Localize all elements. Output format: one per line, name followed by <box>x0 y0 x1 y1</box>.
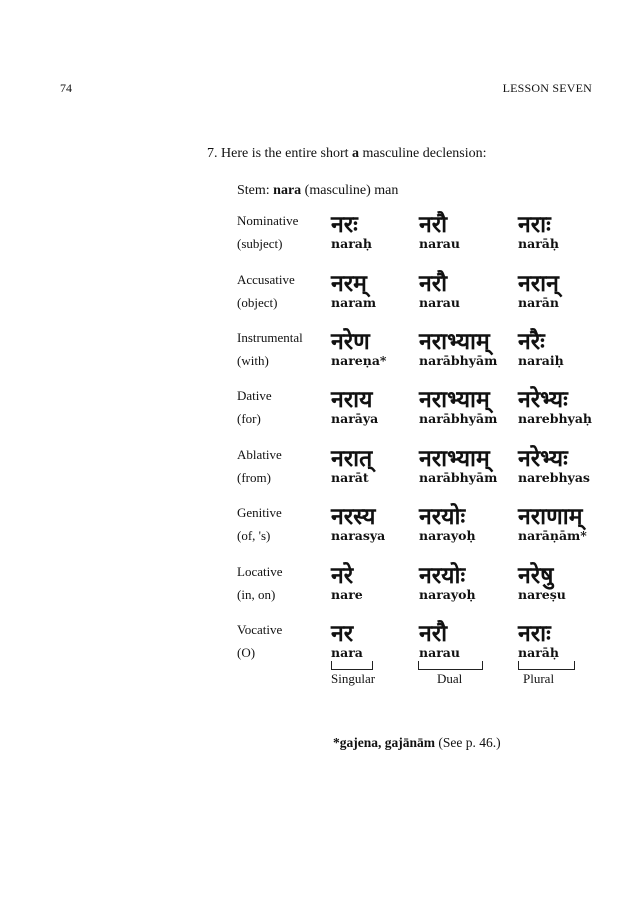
case-gloss: (for) <box>237 411 261 426</box>
devanagari-form: नरेण <box>331 329 370 355</box>
intro-prefix: 7. Here is the entire short <box>207 146 353 161</box>
devanagari-form: नराभ्याम् <box>419 387 490 413</box>
devanagari-form: नरौ <box>419 271 448 297</box>
case-name: Genitive <box>237 505 282 520</box>
transliteration: narābhyām <box>419 411 498 426</box>
section-intro <box>207 146 487 162</box>
devanagari-form: नरेभ्यः <box>518 387 568 413</box>
devanagari-form: नरौ <box>419 621 448 647</box>
case-row <box>0 388 638 444</box>
case-name: Nominative <box>237 213 299 228</box>
case-name: Dative <box>237 388 272 403</box>
transliteration: nare <box>331 587 363 602</box>
stem-rest: (masculine) man <box>301 183 399 198</box>
devanagari-form: नराभ्याम् <box>419 329 490 355</box>
case-row <box>0 272 638 328</box>
footnote-rest: (See p. 46.) <box>435 735 501 750</box>
devanagari-form: नरेभ्यः <box>518 446 568 472</box>
running-head: LESSON SEVEN <box>502 81 592 95</box>
case-gloss: (subject) <box>237 236 283 251</box>
intro-bold-a: a <box>352 146 360 161</box>
case-row <box>0 213 638 269</box>
devanagari-form: नरम् <box>331 271 367 297</box>
stem-line <box>237 183 398 199</box>
case-row <box>0 564 638 620</box>
devanagari-form: नरात् <box>331 446 373 472</box>
transliteration: narābhyām <box>419 470 498 485</box>
plural-bracket <box>518 661 575 670</box>
singular-bracket <box>331 661 373 670</box>
case-name: Ablative <box>237 447 282 462</box>
case-gloss: (of, 's) <box>237 528 271 543</box>
transliteration: narāḥ <box>518 645 559 660</box>
devanagari-form: नराः <box>518 621 551 647</box>
devanagari-form: नरेषु <box>518 563 554 589</box>
transliteration: narābhyām <box>419 353 498 368</box>
transliteration: nareṇa* <box>331 353 387 368</box>
case-name: Vocative <box>237 622 283 637</box>
devanagari-form: नराणाम् <box>518 504 583 530</box>
devanagari-form: नरस्य <box>331 504 376 530</box>
page-number: 74 <box>60 81 72 95</box>
stem-word: nara <box>273 183 302 198</box>
transliteration: narāt <box>331 470 369 485</box>
case-name: Accusative <box>237 272 295 287</box>
transliteration: narayoḥ <box>419 587 476 602</box>
stem-label: Stem: <box>237 183 274 198</box>
devanagari-form: नरौ <box>419 212 448 238</box>
devanagari-form: नरान् <box>518 271 559 297</box>
label-singular: Singular <box>331 671 376 686</box>
transliteration: nareṣu <box>518 587 566 602</box>
case-name: Instrumental <box>237 330 303 345</box>
transliteration: narāya <box>331 411 379 426</box>
transliteration: narāṇām* <box>518 528 587 543</box>
transliteration: narayoḥ <box>419 528 476 543</box>
footnote <box>333 735 501 751</box>
label-dual: Dual <box>437 671 463 686</box>
devanagari-form: नर <box>331 621 354 647</box>
devanagari-form: नरयोः <box>419 563 466 589</box>
transliteration: naraiḥ <box>518 353 564 368</box>
transliteration: narān <box>518 295 559 310</box>
devanagari-form: नरयोः <box>419 504 466 530</box>
case-gloss: (from) <box>237 470 271 485</box>
transliteration: nara <box>331 645 363 660</box>
case-gloss: (O) <box>237 645 256 660</box>
devanagari-form: नराः <box>518 212 551 238</box>
transliteration: narebhyas <box>518 470 590 485</box>
devanagari-form: नरे <box>331 563 354 589</box>
footnote-bold: *gajena, gajānām <box>333 735 435 750</box>
intro-suffix: masculine declension: <box>359 146 487 161</box>
devanagari-form: नराय <box>331 387 373 413</box>
case-gloss: (in, on) <box>237 587 276 602</box>
case-gloss: (object) <box>237 295 278 310</box>
transliteration: narāḥ <box>518 236 559 251</box>
case-row <box>0 330 638 386</box>
case-row <box>0 505 638 561</box>
case-name: Locative <box>237 564 283 579</box>
transliteration: narau <box>419 236 460 251</box>
devanagari-form: नरः <box>331 212 358 238</box>
label-plural: Plural <box>523 671 555 686</box>
transliteration: narau <box>419 295 460 310</box>
dual-bracket <box>418 661 483 670</box>
transliteration: naram <box>331 295 377 310</box>
transliteration: narebhyaḥ <box>518 411 593 426</box>
case-row <box>0 447 638 503</box>
devanagari-form: नरैः <box>518 329 545 355</box>
transliteration: naraḥ <box>331 236 372 251</box>
transliteration: narasya <box>331 528 386 543</box>
devanagari-form: नराभ्याम् <box>419 446 490 472</box>
case-gloss: (with) <box>237 353 269 368</box>
transliteration: narau <box>419 645 460 660</box>
